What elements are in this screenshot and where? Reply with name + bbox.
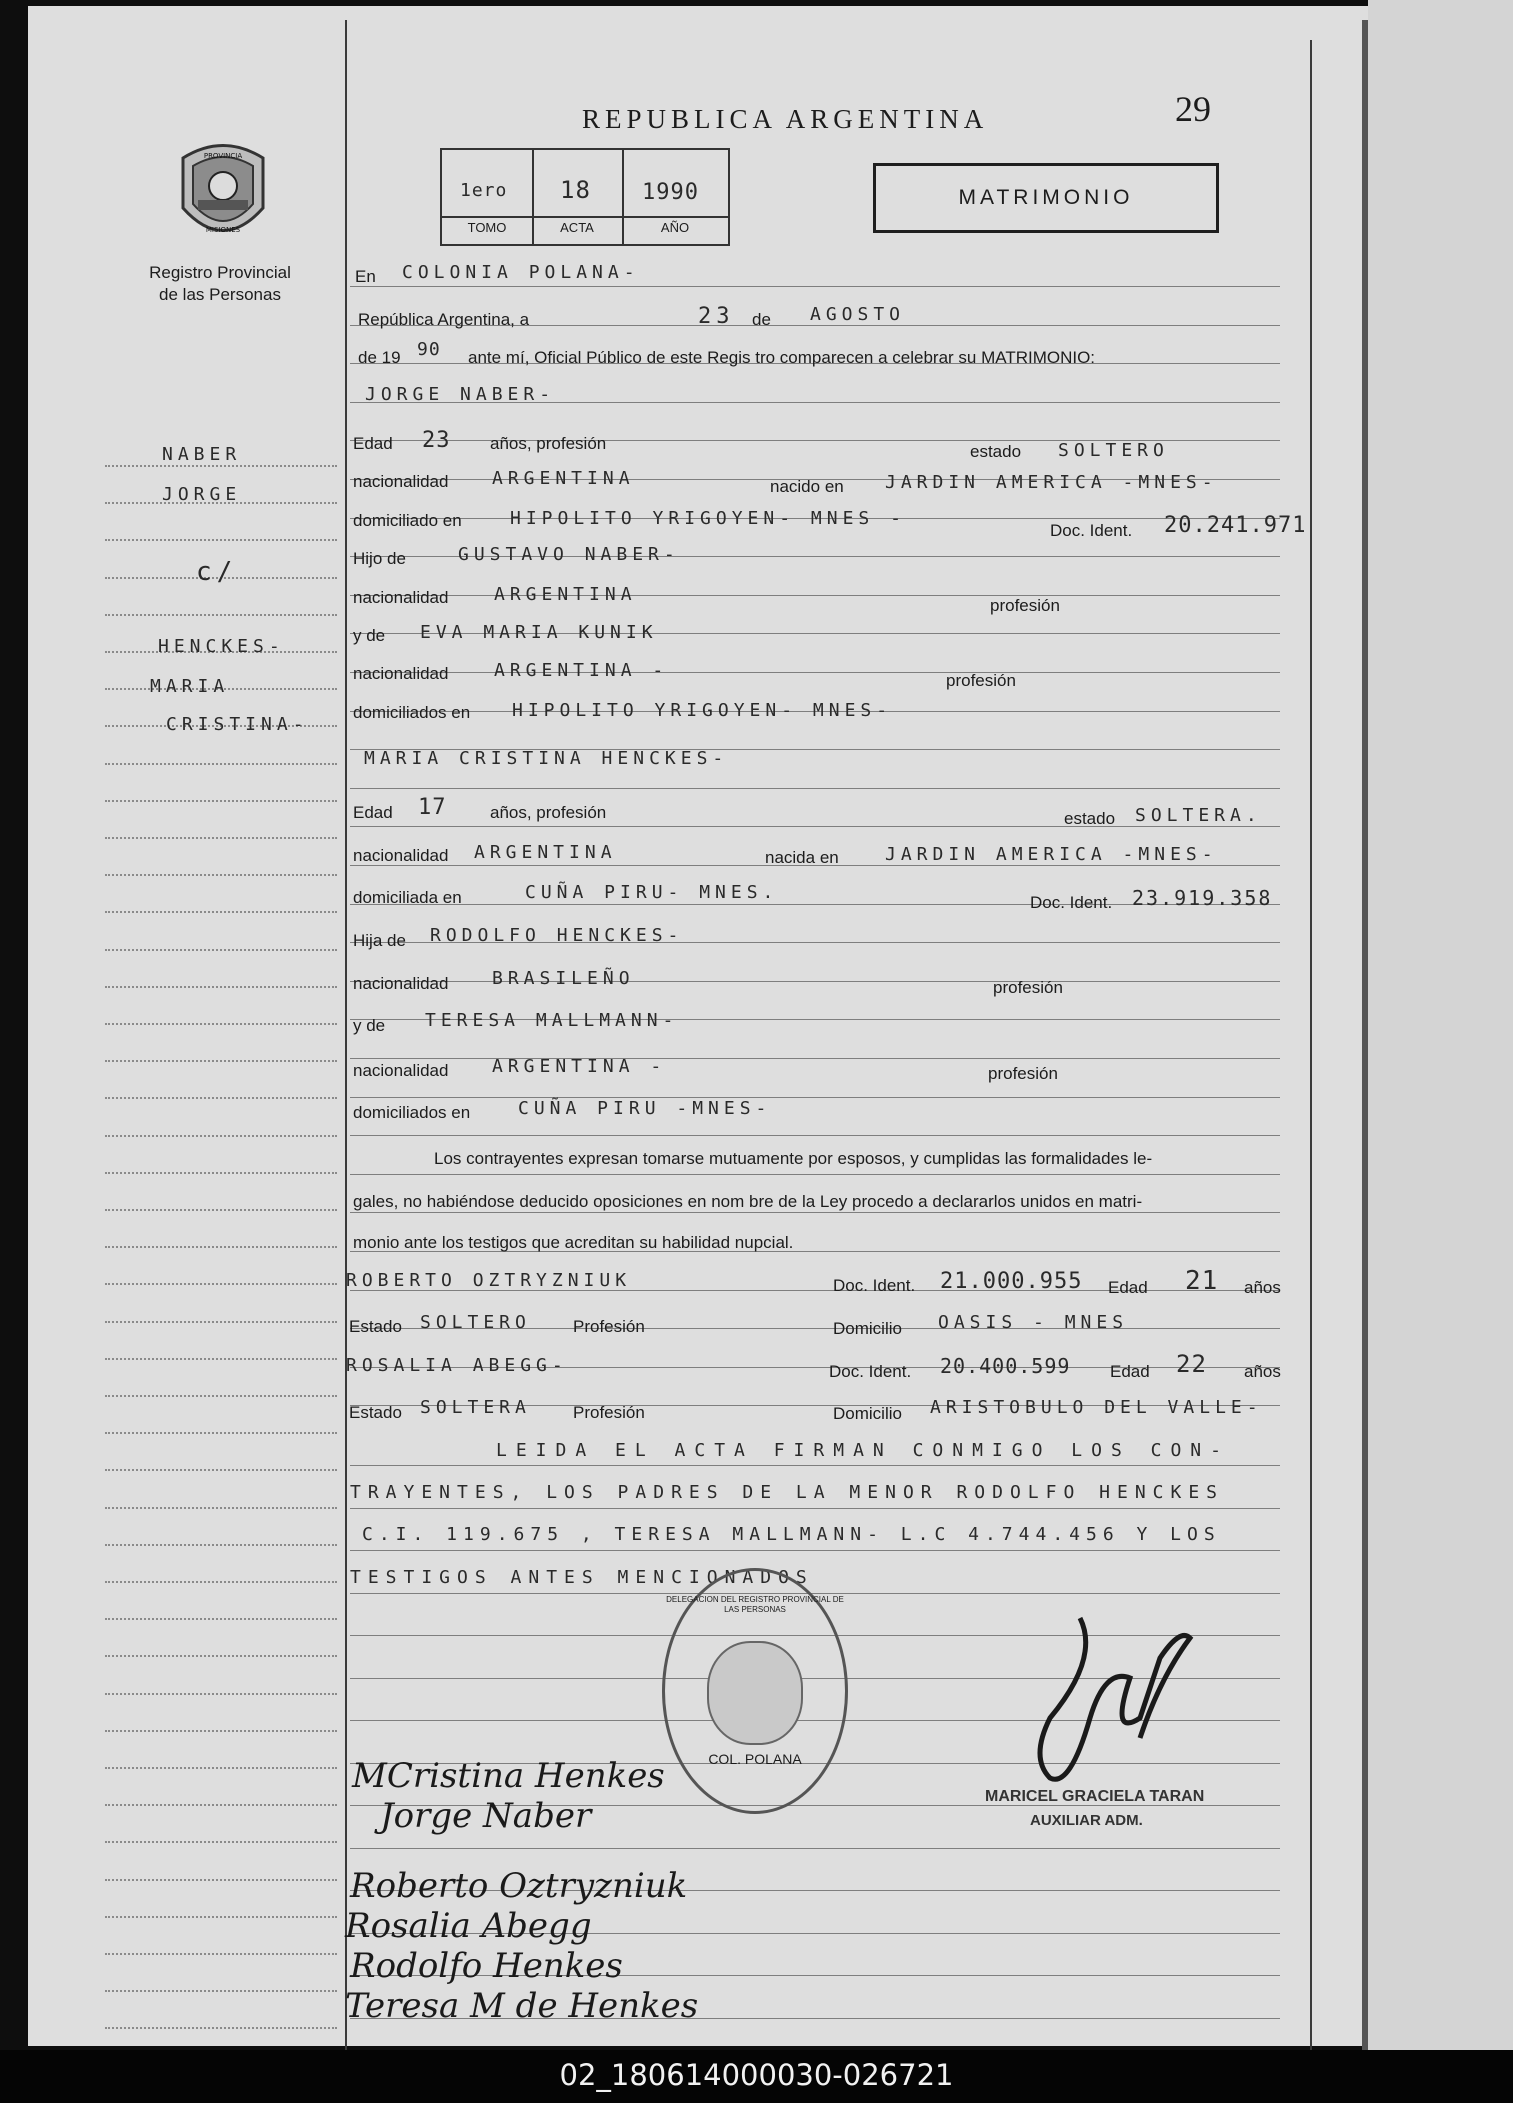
margin-line xyxy=(105,1916,337,1918)
margin-line xyxy=(105,1097,337,1099)
witness2-doc-label: Doc. Ident. xyxy=(829,1362,912,1381)
de-label: de xyxy=(752,310,771,329)
year-prefix: de 19 xyxy=(358,348,401,367)
margin-line xyxy=(105,1879,337,1881)
seal-ring-text: DELEGACION DEL REGISTRO PROVINCIAL DE LAS PERSONAS xyxy=(666,1595,844,1614)
seal-bottom-text: COL. POLANA xyxy=(708,1751,802,1767)
margin-line xyxy=(105,1172,337,1174)
margin-surname: NABER xyxy=(162,444,242,465)
groom-signature: Jorge Naber xyxy=(380,1796,592,1836)
bride-dom-label: domiciliada en xyxy=(353,888,462,907)
mother-nac-label: nacionalidad xyxy=(353,664,449,683)
groom-mother-nationality: ARGENTINA - xyxy=(494,660,669,681)
ruled-line xyxy=(350,1550,1280,1551)
witness1-estado-label: Estado xyxy=(349,1317,402,1336)
en-label: En xyxy=(355,267,376,286)
province-emblem-icon xyxy=(168,138,278,250)
ruled-line xyxy=(350,1508,1280,1509)
groom-name: JORGE NABER- xyxy=(365,384,556,405)
witness1-prof-label: Profesión xyxy=(573,1317,645,1336)
acta-value: 18 xyxy=(560,176,591,204)
margin-line xyxy=(105,1693,337,1695)
witness2-document: 20.400.599 xyxy=(940,1354,1071,1378)
groom-nacido-label: nacido en xyxy=(770,477,844,496)
groom-marital-status: SOLTERO xyxy=(1058,440,1169,461)
ruled-line xyxy=(350,1465,1280,1466)
father-prof-label: profesión xyxy=(990,596,1060,615)
bride-signature: MCristina Henkes xyxy=(352,1756,665,1796)
bride-nacida-label: nacida en xyxy=(765,848,839,867)
witness1-edad-label: Edad xyxy=(1108,1278,1148,1297)
ruled-line xyxy=(350,1848,1280,1849)
bride-estado-label: estado xyxy=(1064,809,1116,828)
registry-seal xyxy=(662,1568,848,1814)
marriage-month: AGOSTO xyxy=(810,304,906,325)
margin-line xyxy=(105,1321,337,1323)
bride-mother-nac-label: nacionalidad xyxy=(353,1061,449,1080)
ruled-line xyxy=(350,1135,1280,1136)
groom-parents-dom-label: domiciliados en xyxy=(353,703,471,722)
declaration-line-3: monio ante los testigos que acreditan su habilidad nupcial. xyxy=(353,1233,794,1252)
emblem-top-text: PROVINCIA xyxy=(203,152,243,160)
bride-father: RODOLFO HENCKES- xyxy=(430,925,684,946)
appearance-text: ante mí, Oficial Público de este Regis tro comparecen a celebrar su MATRIMONIO: xyxy=(468,348,1096,367)
mother-prof-label: profesión xyxy=(946,671,1016,690)
bride-parents-dom-label: domiciliados en xyxy=(353,1103,471,1122)
note-line-1: LEIDA EL ACTA FIRMAN CONMIGO LOS CON- xyxy=(496,1440,1230,1461)
groom-mother: EVA MARIA KUNIK xyxy=(420,622,658,643)
witness2-anios: años xyxy=(1244,1362,1281,1381)
witness2-dom-label: Domicilio xyxy=(833,1404,902,1423)
margin-line xyxy=(105,874,337,876)
bride-name: MARIA CRISTINA HENCKES- xyxy=(364,748,729,769)
bride-mother-signature: Teresa M de Henkes xyxy=(345,1986,699,2026)
margin-bride-surname: HENCKES- xyxy=(158,636,285,657)
official-role: AUXILIAR ADM. xyxy=(1030,1812,1143,1829)
margin-line xyxy=(105,1953,337,1955)
margin-line xyxy=(105,539,337,541)
margin-line xyxy=(105,1544,337,1546)
marriage-day: 23 xyxy=(698,304,735,329)
witness2-estado-label: Estado xyxy=(349,1403,402,1422)
margin-line xyxy=(105,1246,337,1248)
groom-nationality: ARGENTINA xyxy=(492,468,635,489)
witness2-signature: Rosalia Abegg xyxy=(345,1906,592,1946)
ruled-line xyxy=(350,788,1280,789)
emblem-bottom-text: MISIONES xyxy=(205,226,241,234)
declaration-line-1: Los contrayentes expresan tomarse mutuamente por esposos, y cumplidas las formalidades le- xyxy=(434,1149,1153,1168)
margin-line xyxy=(105,1767,337,1769)
margin-line xyxy=(105,1990,337,1992)
margin-line xyxy=(105,1581,337,1583)
witness1-address: OASIS - MNES xyxy=(938,1312,1129,1333)
margin-line xyxy=(105,1469,337,1471)
bride-address: CUÑA PIRU- MNES. xyxy=(525,882,779,903)
bride-prof-label: años, profesión xyxy=(490,803,607,822)
ruled-line xyxy=(350,1593,1280,1594)
groom-dom-label: domiciliado en xyxy=(353,511,462,530)
margin-line xyxy=(105,614,337,616)
margin-line xyxy=(105,1023,337,1025)
margin-line xyxy=(105,1283,337,1285)
tomo-value: 1ero xyxy=(460,180,508,201)
groom-prof-label: años, profesión xyxy=(490,434,607,453)
note-line-2: TRAYENTES, LOS PADRES DE LA MENOR RODOLFO HENCKES xyxy=(350,1482,1225,1503)
bride-father-signature: Rodolfo Henkes xyxy=(350,1946,623,1986)
registry-line-2: de las Personas xyxy=(159,285,281,304)
registry-name xyxy=(128,262,312,306)
groom-nac-label: nacionalidad xyxy=(353,472,449,491)
act-type: MATRIMONIO xyxy=(958,186,1134,209)
volume-box xyxy=(440,148,730,246)
bride-doc-label: Doc. Ident. xyxy=(1030,893,1113,912)
witness1-dom-label: Domicilio xyxy=(833,1319,902,1338)
margin-line xyxy=(105,1209,337,1211)
ruled-line xyxy=(350,1174,1280,1175)
margin-line xyxy=(105,1358,337,1360)
anio-label: AÑO xyxy=(660,220,690,235)
witness2-name: ROSALIA ABEGG- xyxy=(346,1355,568,1376)
ruled-line xyxy=(350,826,1280,827)
groom-address: HIPOLITO YRIGOYEN- MNES - xyxy=(510,508,906,529)
groom-hijo-label: Hijo de xyxy=(353,549,406,568)
groom-parents-address: HIPOLITO YRIGOYEN- MNES- xyxy=(512,700,893,721)
official-signature-icon xyxy=(1010,1598,1210,1798)
margin-conjunction: c/ xyxy=(196,557,238,587)
witness1-marital-status: SOLTERO xyxy=(420,1312,531,1333)
margin-line xyxy=(105,1135,337,1137)
country-title: REPUBLICA ARGENTINA xyxy=(582,104,989,134)
bride-birthplace: JARDIN AMERICA -MNES- xyxy=(885,844,1218,865)
margin-line xyxy=(105,1507,337,1509)
witness1-anios: años xyxy=(1244,1278,1281,1297)
bride-mother-nationality: ARGENTINA - xyxy=(492,1056,667,1077)
bride-age: 17 xyxy=(418,795,447,820)
margin-line xyxy=(105,1395,337,1397)
bride-document: 23.919.358 xyxy=(1132,886,1273,910)
ruled-line xyxy=(350,1058,1280,1059)
ruled-line xyxy=(350,286,1280,287)
ruled-line xyxy=(350,595,1280,596)
father-nac-label: nacionalidad xyxy=(353,588,449,607)
groom-age: 23 xyxy=(422,428,451,453)
witness2-marital-status: SOLTERA xyxy=(420,1397,531,1418)
anio-value: 1990 xyxy=(642,180,699,205)
groom-birthplace: JARDIN AMERICA -MNES- xyxy=(885,472,1218,493)
margin-line xyxy=(105,949,337,951)
bride-father-prof-label: profesión xyxy=(993,978,1063,997)
ruled-line xyxy=(350,1212,1280,1213)
margin-line xyxy=(105,1618,337,1620)
groom-father: GUSTAVO NABER- xyxy=(458,544,680,565)
margin-line xyxy=(105,1432,337,1434)
bride-marital-status: SOLTERA. xyxy=(1135,805,1262,826)
witness1-document: 21.000.955 xyxy=(940,1269,1083,1294)
margin-line xyxy=(105,800,337,802)
bride-nac-label: nacionalidad xyxy=(353,846,449,865)
bride-mother-prof-label: profesión xyxy=(988,1064,1058,1083)
bride-parents-address: CUÑA PIRU -MNES- xyxy=(518,1098,772,1119)
adjacent-page-strip xyxy=(1368,0,1513,2050)
tomo-label: TOMO xyxy=(467,220,507,235)
bride-nationality: ARGENTINA xyxy=(474,842,617,863)
witness2-address: ARISTOBULO DEL VALLE- xyxy=(930,1397,1263,1418)
margin-line xyxy=(105,465,337,467)
bride-edad-label: Edad xyxy=(353,803,393,822)
page-number: 29 xyxy=(1175,89,1211,129)
declaration-line-2: gales, no habiéndose deducido oposiciones en nom bre de la Ley procedo a declararlos unidos en matri- xyxy=(353,1192,1143,1211)
groom-yde-label: y de xyxy=(353,626,386,645)
marriage-place: COLONIA POLANA- xyxy=(402,262,640,283)
margin-given-name: JORGE xyxy=(162,484,242,505)
groom-document: 20.241.971 xyxy=(1164,513,1307,538)
witness2-age: 22 xyxy=(1176,1350,1207,1378)
bride-hija-label: Hija de xyxy=(353,931,406,950)
ruled-line xyxy=(350,672,1280,673)
margin-line xyxy=(105,1841,337,1843)
ruled-line xyxy=(350,981,1280,982)
official-name: MARICEL GRACIELA TARAN xyxy=(985,1788,1205,1805)
registry-line-1: Registro Provincial xyxy=(149,263,291,282)
ruled-line xyxy=(350,1097,1280,1098)
groom-edad-label: Edad xyxy=(353,434,393,453)
margin-divider xyxy=(345,20,347,2050)
witness1-signature: Roberto Oztryzniuk xyxy=(350,1866,688,1906)
groom-father-nationality: ARGENTINA xyxy=(494,584,637,605)
bride-yde-label: y de xyxy=(353,1016,386,1035)
bride-father-nac-label: nacionalidad xyxy=(353,974,449,993)
margin-line xyxy=(105,763,337,765)
margin-line xyxy=(105,911,337,913)
margin-line xyxy=(105,1655,337,1657)
witness2-edad-label: Edad xyxy=(1110,1362,1150,1381)
right-border xyxy=(1310,40,1312,2050)
margin-line xyxy=(105,1060,337,1062)
margin-line xyxy=(105,986,337,988)
witness1-age: 21 xyxy=(1185,1266,1219,1296)
margin-line xyxy=(105,1730,337,1732)
margin-line xyxy=(105,837,337,839)
note-line-3: C.I. 119.675 , TERESA MALLMANN- L.C 4.744.456 Y LOS xyxy=(362,1524,1221,1545)
witness2-prof-label: Profesión xyxy=(573,1403,645,1422)
witness1-doc-label: Doc. Ident. xyxy=(833,1276,916,1295)
note-line-4: TESTIGOS ANTES MENCIONADOS xyxy=(350,1567,814,1588)
acta-label: ACTA xyxy=(560,220,594,235)
margin-line xyxy=(105,2027,337,2029)
republic-text: República Argentina, a xyxy=(358,310,530,329)
margin-bride-name2: CRISTINA- xyxy=(166,714,309,735)
bride-mother: TERESA MALLMANN- xyxy=(425,1010,679,1031)
seal-emblem-icon xyxy=(707,1641,803,1745)
year-suffix: 90 xyxy=(417,339,441,360)
margin-bride-name: MARIA xyxy=(150,676,230,697)
document-id: 02_180614000030-026721 xyxy=(559,2058,954,2092)
groom-estado-label: estado xyxy=(970,442,1022,461)
groom-doc-label: Doc. Ident. xyxy=(1050,521,1133,540)
witness1-name: ROBERTO OZTRYZNIUK xyxy=(346,1270,632,1291)
margin-line xyxy=(105,1804,337,1806)
bride-father-nationality: BRASILEÑO xyxy=(492,968,635,989)
act-type-box xyxy=(873,163,1219,233)
